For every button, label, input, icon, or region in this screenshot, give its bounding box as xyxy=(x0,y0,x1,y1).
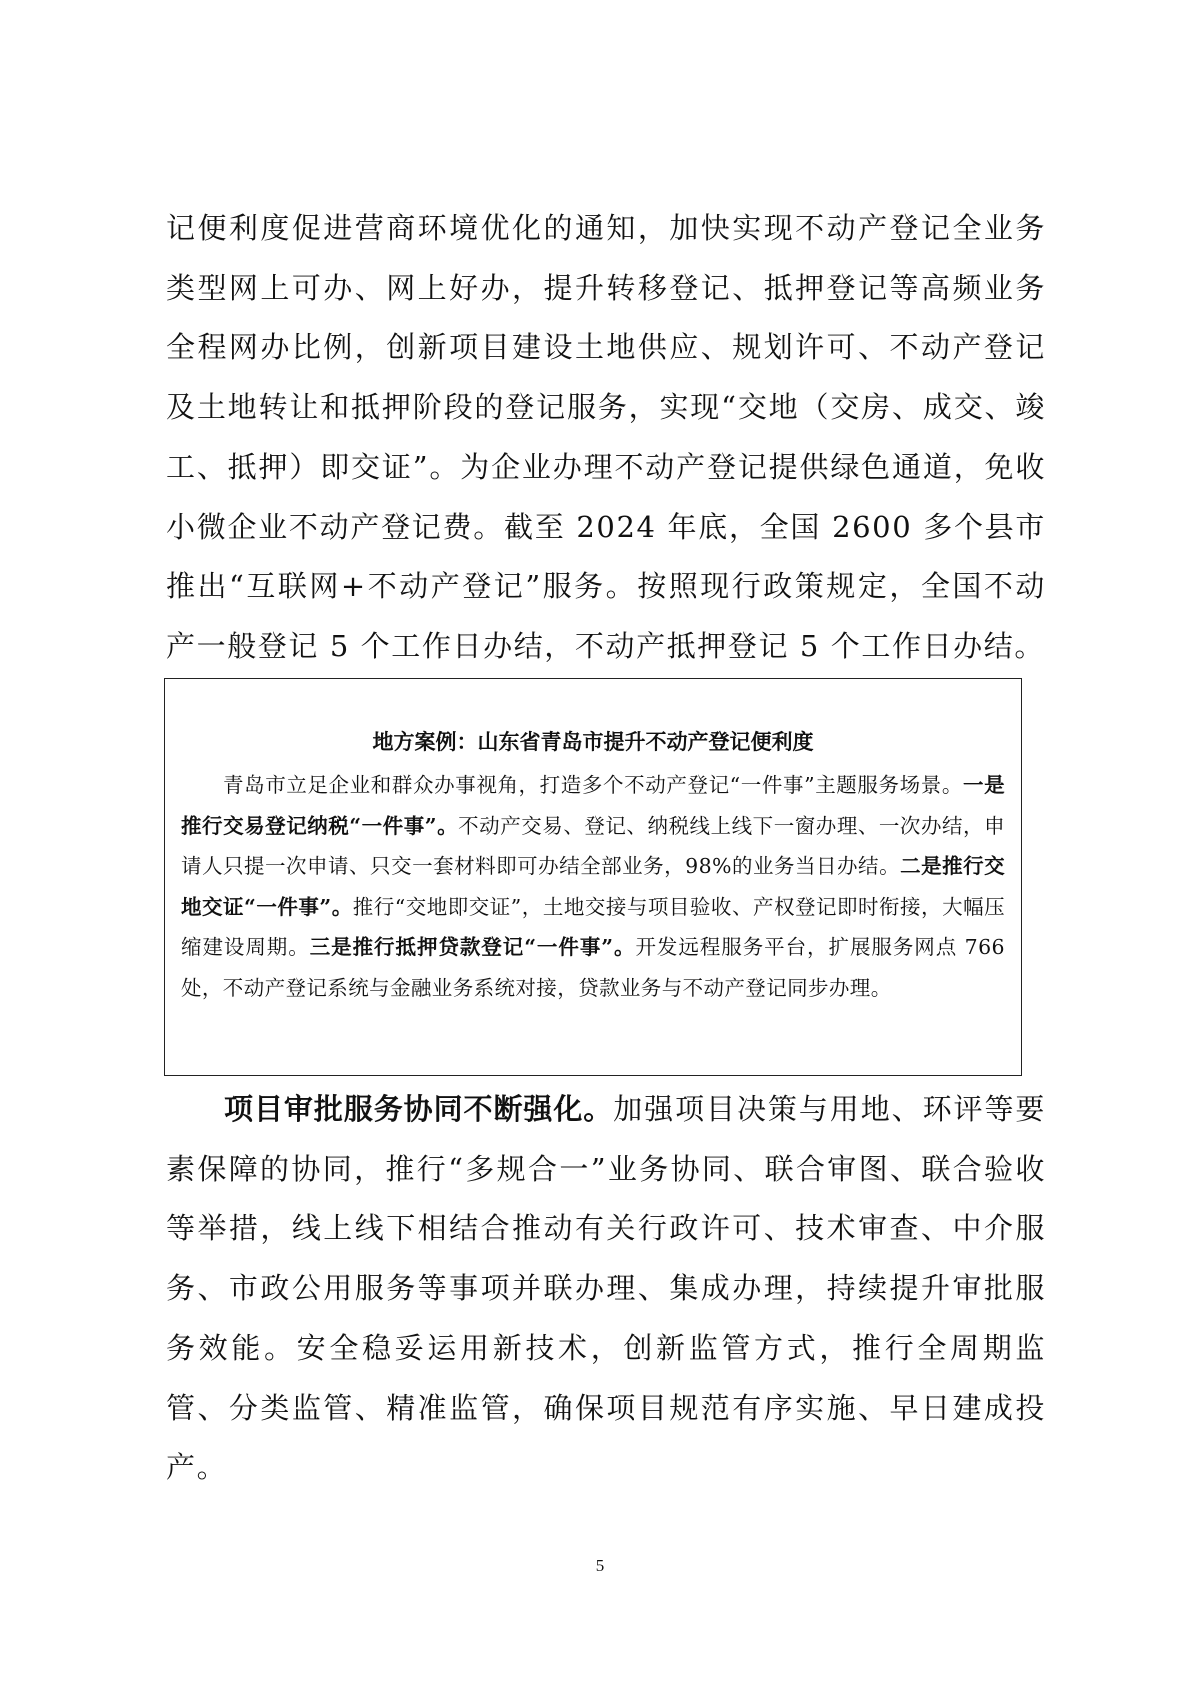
case-study-title: 地方案例：山东省青岛市提升不动产登记便利度 xyxy=(372,730,814,754)
body-paragraph-registration: 记便利度促进营商环境优化的通知，加快实现不动产登记全业务类型网上可办、网上好办，提升转移登记、抵押登记等高频业务全程网办比例，创新项目建设土地供应、规划许可、不动产登记及土地转让和抵押阶段的登记服务，实现“交地（交房、成交、竣工、抵押）即交证”。为企业办理不动产登记提供绿色通道，免收小微企业不动产登记费。截至 2024 年底，全国 2600 多个县市推出“互联网+不动产登记”服务。按照现行政策规定，全国不动产一般登记 5 个工作日办结，不动产抵押登记 5 个工作日办结。 xyxy=(166,211,1046,663)
case-point-1-text: 不动产交易、登记、纳税线上线下一窗办理、一次办结，申请人只提一次申请、只交一套材料即可办结全部业务，98%的业务当日办结。 xyxy=(181,813,1005,878)
case-point-3-heading: 三是推行抵押贷款登记“一件事”。 xyxy=(309,935,636,959)
paragraph-body-text: 加强项目决策与用地、环评等要素保障的协同，推行“多规合一”业务协同、联合审图、联合验收等举措，线上线下相结合推动有关行政许可、技术审查、中介服务、市政公用服务等事项并联办理、集成办理，持续提升审批服务效能。安全稳妥运用新技术，创新监管方式，推行全周期监管、分类监管、精准监管，确保项目规范有序实施、早日建成投产。 xyxy=(166,1092,1046,1485)
case-intro: 青岛市立足企业和群众办事视角，打造多个不动产登记“一件事”主题服务场景。 xyxy=(223,773,963,797)
case-point-2-heading: 二是推行交地交证“一件事”。 xyxy=(181,854,1006,919)
case-study-box xyxy=(164,678,1022,1076)
case-point-3-text: 开发远程服务平台，扩展服务网点 766 处，不动产登记系统与金融业务系统对接，贷款业务与不动产登记同步办理。 xyxy=(181,935,1005,1000)
case-point-2-text: 推行“交地即交证”，土地交接与项目验收、产权登记即时衔接，大幅压缩建设周期。 xyxy=(181,894,1006,959)
page-number: 5 xyxy=(595,1556,605,1575)
case-point-1-heading: 一是推行交易登记纳税“一件事”。 xyxy=(181,773,1005,838)
case-study-body xyxy=(181,765,1005,1008)
body-paragraph-approval xyxy=(166,1080,1046,1498)
paragraph-lead-heading: 项目审批服务协同不断强化。 xyxy=(224,1092,614,1126)
